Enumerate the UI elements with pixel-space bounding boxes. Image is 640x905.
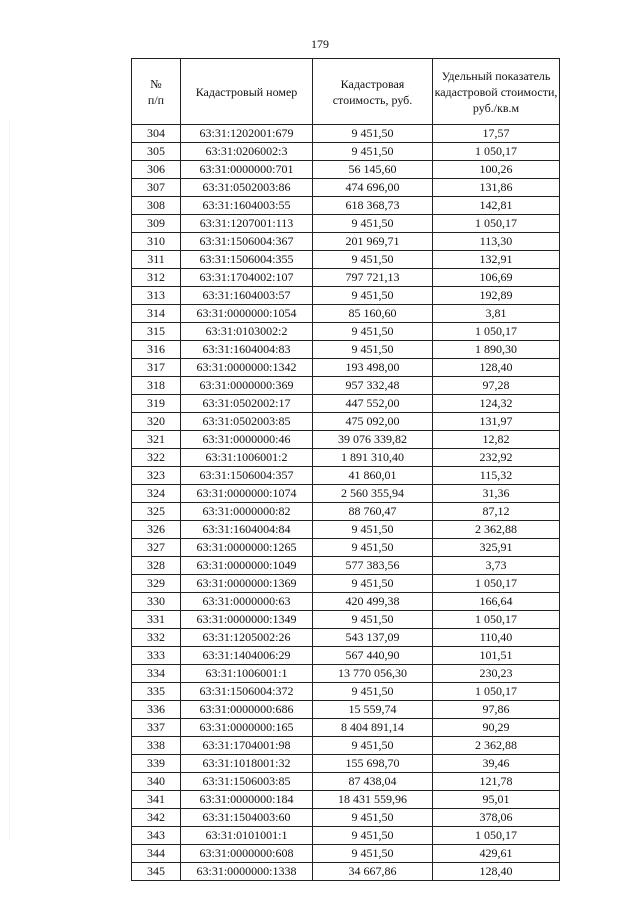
row-number-cell: 324	[132, 485, 181, 503]
table-row	[132, 539, 560, 557]
table-row	[132, 449, 560, 467]
row-number-cell: 308	[132, 197, 181, 215]
specific-indicator-cell: 1 050,17	[433, 575, 560, 593]
header-cadastral-number: Кадастровый номер	[181, 59, 313, 125]
row-number-cell: 339	[132, 755, 181, 773]
cadastral-number-cell: 63:31:1506004:372	[181, 683, 313, 701]
specific-indicator-cell: 166,64	[433, 593, 560, 611]
table-row	[132, 863, 560, 881]
cadastral-value-cell: 9 451,50	[313, 683, 433, 701]
cadastral-value-cell: 155 698,70	[313, 755, 433, 773]
cadastral-number-cell: 63:31:0000000:608	[181, 845, 313, 863]
cadastral-value-cell: 9 451,50	[313, 575, 433, 593]
row-number-cell: 336	[132, 701, 181, 719]
specific-indicator-cell: 115,32	[433, 467, 560, 485]
header-order-abbrev: п/п	[147, 92, 165, 107]
table-row	[132, 431, 560, 449]
row-number-cell: 316	[132, 341, 181, 359]
cadastral-number-cell: 63:31:0000000:63	[181, 593, 313, 611]
specific-indicator-cell: 3,73	[433, 557, 560, 575]
table-row	[132, 593, 560, 611]
specific-indicator-cell: 142,81	[433, 197, 560, 215]
specific-indicator-cell: 97,86	[433, 701, 560, 719]
cadastral-value-cell: 9 451,50	[313, 215, 433, 233]
cadastral-value-cell: 56 145,60	[313, 161, 433, 179]
row-number-cell: 307	[132, 179, 181, 197]
table-row	[132, 809, 560, 827]
cadastral-number-cell: 63:31:0000000:1054	[181, 305, 313, 323]
cadastral-value-cell: 1 891 310,40	[313, 449, 433, 467]
table-row	[132, 665, 560, 683]
cadastral-number-cell: 63:31:0000000:1338	[181, 863, 313, 881]
row-number-cell: 319	[132, 395, 181, 413]
table-row	[132, 791, 560, 809]
cadastral-value-cell: 88 760,47	[313, 503, 433, 521]
cadastral-number-cell: 63:31:1006001:1	[181, 665, 313, 683]
cadastral-number-cell: 63:31:0000000:184	[181, 791, 313, 809]
row-number-cell: 333	[132, 647, 181, 665]
cadastral-number-cell: 63:31:0000000:686	[181, 701, 313, 719]
cadastral-value-cell: 8 404 891,14	[313, 719, 433, 737]
specific-indicator-cell: 39,46	[433, 755, 560, 773]
table-row	[132, 467, 560, 485]
table-row	[132, 701, 560, 719]
cadastral-value-cell: 577 383,56	[313, 557, 433, 575]
cadastral-value-cell: 797 721,13	[313, 269, 433, 287]
row-number-cell: 343	[132, 827, 181, 845]
cadastral-number-cell: 63:31:0000000:701	[181, 161, 313, 179]
specific-indicator-cell: 95,01	[433, 791, 560, 809]
cadastral-number-cell: 63:31:1604004:84	[181, 521, 313, 539]
specific-indicator-cell: 97,28	[433, 377, 560, 395]
cadastral-value-cell: 18 431 559,96	[313, 791, 433, 809]
specific-indicator-cell: 12,82	[433, 431, 560, 449]
table-row	[132, 611, 560, 629]
row-number-cell: 311	[132, 251, 181, 269]
header-number-sign: №	[150, 76, 162, 91]
header-row	[132, 59, 560, 125]
cadastral-value-cell: 9 451,50	[313, 809, 433, 827]
row-number-cell: 306	[132, 161, 181, 179]
specific-indicator-cell: 2 362,88	[433, 737, 560, 755]
row-number-cell: 313	[132, 287, 181, 305]
cadastral-value-cell: 9 451,50	[313, 323, 433, 341]
cadastral-number-cell: 63:31:0000000:1074	[181, 485, 313, 503]
row-number-cell: 321	[132, 431, 181, 449]
table-row	[132, 251, 560, 269]
table-row	[132, 305, 560, 323]
specific-indicator-cell: 1 050,17	[433, 323, 560, 341]
cadastral-number-cell: 63:31:1506003:85	[181, 773, 313, 791]
cadastral-value-cell: 420 499,38	[313, 593, 433, 611]
cadastral-number-cell: 63:31:1404006:29	[181, 647, 313, 665]
header-cadastral-value: Кадастровая стоимость, руб.	[313, 59, 433, 125]
table-header	[132, 59, 560, 125]
specific-indicator-cell: 232,92	[433, 449, 560, 467]
cadastral-value-cell: 9 451,50	[313, 845, 433, 863]
cadastral-number-cell: 63:31:0000000:165	[181, 719, 313, 737]
page-number: 179	[311, 37, 329, 51]
cadastral-value-cell: 85 160,60	[313, 305, 433, 323]
cadastral-value-cell: 9 451,50	[313, 737, 433, 755]
specific-indicator-cell: 31,36	[433, 485, 560, 503]
table-row	[132, 125, 560, 143]
cadastral-value-cell: 9 451,50	[313, 125, 433, 143]
cadastral-number-cell: 63:31:0000000:1342	[181, 359, 313, 377]
table-row	[132, 179, 560, 197]
specific-indicator-cell: 110,40	[433, 629, 560, 647]
specific-indicator-cell: 113,30	[433, 233, 560, 251]
table-row	[132, 773, 560, 791]
specific-indicator-cell: 1 050,17	[433, 683, 560, 701]
cadastral-value-cell: 9 451,50	[313, 341, 433, 359]
row-number-cell: 328	[132, 557, 181, 575]
specific-indicator-cell: 1 890,30	[433, 341, 560, 359]
table-row	[132, 143, 560, 161]
cadastral-value-table	[131, 58, 560, 881]
row-number-cell: 323	[132, 467, 181, 485]
cadastral-value-cell: 475 092,00	[313, 413, 433, 431]
table-row	[132, 503, 560, 521]
row-number-cell: 329	[132, 575, 181, 593]
cadastral-value-cell: 39 076 339,82	[313, 431, 433, 449]
cadastral-number-cell: 63:31:0502003:86	[181, 179, 313, 197]
cadastral-value-cell: 447 552,00	[313, 395, 433, 413]
table-row	[132, 287, 560, 305]
cadastral-number-cell: 63:31:0502003:85	[181, 413, 313, 431]
table-row	[132, 719, 560, 737]
specific-indicator-cell: 3,81	[433, 305, 560, 323]
cadastral-number-cell: 63:31:1506004:357	[181, 467, 313, 485]
cadastral-number-cell: 63:31:1604003:57	[181, 287, 313, 305]
specific-indicator-cell: 1 050,17	[433, 215, 560, 233]
row-number-cell: 310	[132, 233, 181, 251]
row-number-cell: 340	[132, 773, 181, 791]
row-number-cell: 312	[132, 269, 181, 287]
row-number-cell: 342	[132, 809, 181, 827]
specific-indicator-cell: 90,29	[433, 719, 560, 737]
specific-indicator-cell: 87,12	[433, 503, 560, 521]
row-number-cell: 337	[132, 719, 181, 737]
cadastral-number-cell: 63:31:0103002:2	[181, 323, 313, 341]
cadastral-number-cell: 63:31:1207001:113	[181, 215, 313, 233]
cadastral-value-cell: 201 969,71	[313, 233, 433, 251]
table-row	[132, 485, 560, 503]
specific-indicator-cell: 230,23	[433, 665, 560, 683]
row-number-cell: 332	[132, 629, 181, 647]
specific-indicator-cell: 106,69	[433, 269, 560, 287]
cadastral-value-cell: 2 560 355,94	[313, 485, 433, 503]
cadastral-number-cell: 63:31:0000000:1369	[181, 575, 313, 593]
table-row	[132, 233, 560, 251]
table-row	[132, 827, 560, 845]
table-row	[132, 269, 560, 287]
table-body	[132, 125, 560, 881]
cadastral-number-cell: 63:31:0206002:3	[181, 143, 313, 161]
table-row	[132, 359, 560, 377]
cadastral-number-cell: 63:31:1006001:2	[181, 449, 313, 467]
row-number-cell: 304	[132, 125, 181, 143]
cadastral-value-cell: 9 451,50	[313, 143, 433, 161]
table-row	[132, 413, 560, 431]
header-specific-indicator: Удельный показатель кадастровой стоимости, руб./кв.м	[433, 59, 560, 125]
cadastral-number-cell: 63:31:1704001:98	[181, 737, 313, 755]
row-number-cell: 341	[132, 791, 181, 809]
row-number-cell: 318	[132, 377, 181, 395]
table-row	[132, 755, 560, 773]
table-row	[132, 683, 560, 701]
cadastral-value-cell: 474 696,00	[313, 179, 433, 197]
specific-indicator-cell: 132,91	[433, 251, 560, 269]
table-row	[132, 575, 560, 593]
cadastral-number-cell: 63:31:1604004:83	[181, 341, 313, 359]
table-row	[132, 341, 560, 359]
cadastral-value-cell: 618 368,73	[313, 197, 433, 215]
specific-indicator-cell: 100,26	[433, 161, 560, 179]
cadastral-value-cell: 9 451,50	[313, 251, 433, 269]
specific-indicator-cell: 131,86	[433, 179, 560, 197]
row-number-cell: 322	[132, 449, 181, 467]
row-number-cell: 317	[132, 359, 181, 377]
row-number-cell: 315	[132, 323, 181, 341]
cadastral-number-cell: 63:31:0000000:1349	[181, 611, 313, 629]
cadastral-value-cell: 9 451,50	[313, 521, 433, 539]
table-row	[132, 161, 560, 179]
row-number-cell: 330	[132, 593, 181, 611]
cadastral-value-cell: 543 137,09	[313, 629, 433, 647]
table-row	[132, 845, 560, 863]
row-number-cell: 335	[132, 683, 181, 701]
specific-indicator-cell: 17,57	[433, 125, 560, 143]
cadastral-number-cell: 63:31:0000000:369	[181, 377, 313, 395]
row-number-cell: 344	[132, 845, 181, 863]
header-row-number	[132, 59, 181, 125]
specific-indicator-cell: 429,61	[433, 845, 560, 863]
table-row	[132, 557, 560, 575]
cadastral-number-cell: 63:31:1202001:679	[181, 125, 313, 143]
row-number-cell: 309	[132, 215, 181, 233]
cadastral-number-cell: 63:31:1205002:26	[181, 629, 313, 647]
cadastral-number-cell: 63:31:1506004:367	[181, 233, 313, 251]
cadastral-number-cell: 63:31:0000000:1049	[181, 557, 313, 575]
table-row	[132, 521, 560, 539]
specific-indicator-cell: 121,78	[433, 773, 560, 791]
specific-indicator-cell: 1 050,17	[433, 143, 560, 161]
cadastral-value-cell: 957 332,48	[313, 377, 433, 395]
table-row	[132, 323, 560, 341]
cadastral-number-cell: 63:31:1506004:355	[181, 251, 313, 269]
cadastral-value-cell: 87 438,04	[313, 773, 433, 791]
table-row	[132, 215, 560, 233]
cadastral-value-cell: 34 667,86	[313, 863, 433, 881]
row-number-cell: 305	[132, 143, 181, 161]
specific-indicator-cell: 192,89	[433, 287, 560, 305]
cadastral-value-cell: 15 559,74	[313, 701, 433, 719]
row-number-cell: 314	[132, 305, 181, 323]
specific-indicator-cell: 1 050,17	[433, 827, 560, 845]
table-row	[132, 395, 560, 413]
cadastral-value-cell: 9 451,50	[313, 827, 433, 845]
row-number-cell: 334	[132, 665, 181, 683]
row-number-cell: 345	[132, 863, 181, 881]
specific-indicator-cell: 128,40	[433, 863, 560, 881]
table-row	[132, 737, 560, 755]
cadastral-number-cell: 63:31:1504003:60	[181, 809, 313, 827]
specific-indicator-cell: 1 050,17	[433, 611, 560, 629]
cadastral-number-cell: 63:31:0502002:17	[181, 395, 313, 413]
cadastral-number-cell: 63:31:0000000:82	[181, 503, 313, 521]
cadastral-number-cell: 63:31:1018001:32	[181, 755, 313, 773]
cadastral-value-cell: 13 770 056,30	[313, 665, 433, 683]
cadastral-number-cell: 63:31:0000000:46	[181, 431, 313, 449]
specific-indicator-cell: 378,06	[433, 809, 560, 827]
cadastral-value-cell: 9 451,50	[313, 287, 433, 305]
specific-indicator-cell: 128,40	[433, 359, 560, 377]
cadastral-value-cell: 9 451,50	[313, 539, 433, 557]
row-number-cell: 320	[132, 413, 181, 431]
row-number-cell: 326	[132, 521, 181, 539]
table-row	[132, 197, 560, 215]
specific-indicator-cell: 2 362,88	[433, 521, 560, 539]
cadastral-number-cell: 63:31:1704002:107	[181, 269, 313, 287]
cadastral-number-cell: 63:31:1604003:55	[181, 197, 313, 215]
row-number-cell: 331	[132, 611, 181, 629]
cadastral-value-cell: 193 498,00	[313, 359, 433, 377]
table-row	[132, 647, 560, 665]
row-number-cell: 325	[132, 503, 181, 521]
specific-indicator-cell: 325,91	[433, 539, 560, 557]
cadastral-value-cell: 9 451,50	[313, 611, 433, 629]
table-row	[132, 377, 560, 395]
specific-indicator-cell: 131,97	[433, 413, 560, 431]
specific-indicator-cell: 124,32	[433, 395, 560, 413]
cadastral-value-cell: 41 860,01	[313, 467, 433, 485]
cadastral-number-cell: 63:31:0101001:1	[181, 827, 313, 845]
cadastral-number-cell: 63:31:0000000:1265	[181, 539, 313, 557]
row-number-cell: 338	[132, 737, 181, 755]
scan-margin-shadow	[9, 120, 10, 840]
specific-indicator-cell: 101,51	[433, 647, 560, 665]
row-number-cell: 327	[132, 539, 181, 557]
table-row	[132, 629, 560, 647]
cadastral-value-cell: 567 440,90	[313, 647, 433, 665]
